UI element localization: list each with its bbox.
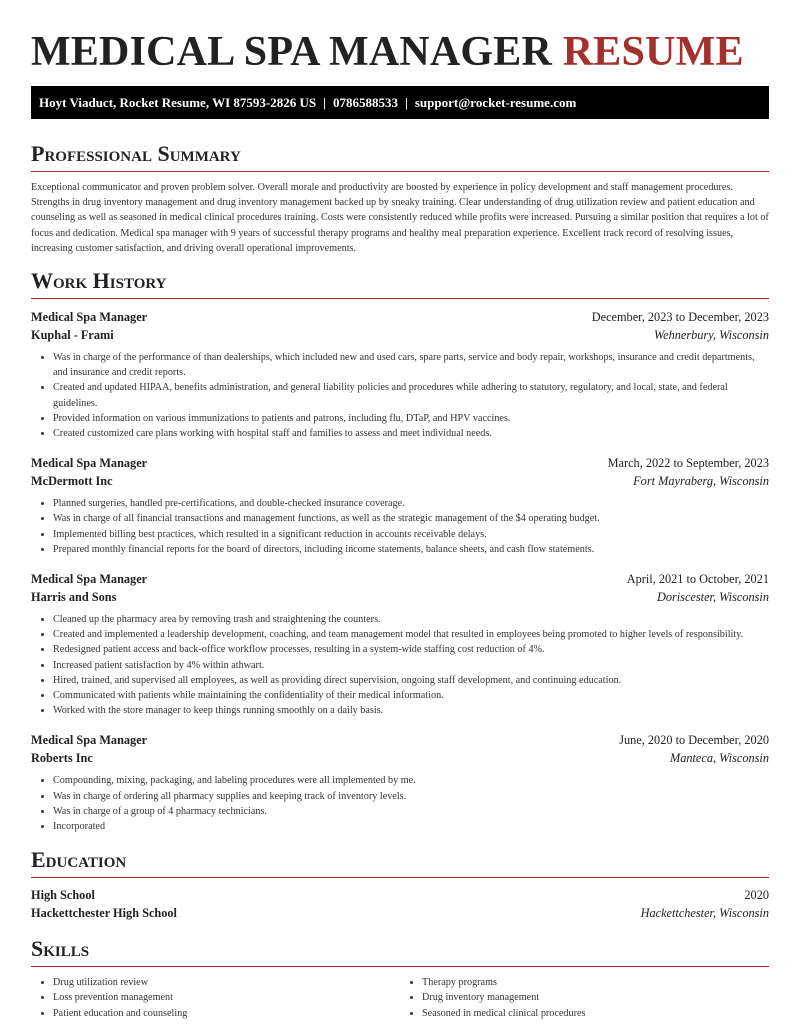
- contact-bar: [31, 86, 769, 119]
- work-history-heading: Work History: [31, 268, 769, 299]
- job-company: Kuphal - Frami: [31, 327, 114, 342]
- summary-heading: Professional Summary: [31, 141, 769, 172]
- education-degree: High School: [31, 888, 95, 903]
- work-history-list: [31, 309, 769, 834]
- job-location: Doriscester, Wisconsin: [656, 589, 769, 604]
- job-duties: [31, 773, 769, 834]
- job-dates: June, 2020 to December, 2020: [619, 733, 769, 748]
- contact-phone[interactable]: 0786588533: [332, 95, 398, 110]
- skill-item: • Seasoned in medical clinical procedures: [422, 1006, 769, 1021]
- job-duties: [31, 612, 769, 718]
- job-company: Roberts Inc: [31, 750, 93, 765]
- job-title: Medical Spa Manager: [31, 310, 148, 325]
- education-school: Hackettchester High School: [31, 905, 177, 920]
- contact-separator: |: [404, 95, 408, 110]
- job-duty: • Increased patient satisfaction by 4% within athwart.: [53, 658, 769, 673]
- job-duty: • Hired, trained, and supervised all employees, as well as providing direct supervision, ongoing staff development, and continuing education.: [53, 673, 769, 688]
- job-title: Medical Spa Manager: [31, 572, 148, 587]
- job-entry: [31, 571, 769, 718]
- job-dates: April, 2021 to October, 2021: [626, 572, 769, 587]
- title-main: MEDICAL SPA MANAGER: [31, 29, 553, 75]
- skill-item: • Patient education and counseling: [53, 1006, 400, 1021]
- skills-column-right: [400, 975, 769, 1021]
- job-duty: • Created and updated HIPAA, benefits administration, and general liability policies and procedures while adhering to statutory, regulatory, and local, state, and federal guidelines.: [53, 380, 769, 410]
- job-duties: [31, 350, 769, 441]
- job-duty: • Compounding, mixing, packaging, and labeling procedures were all implemented by me.: [53, 773, 769, 788]
- summary-text: Exceptional communicator and proven problem solver. Overall morale and productivity are boosted by experience in policy development and staff management procedures. Strengths in drug inventory management and drug inventory management backed up by sneaky training. Clear understanding of drug utilization review and patient education and counseling as well as seasoned in medical clinical procedures training. Costs were consistently reduced while profits were increased. Pursuing a similar position that requires a lot of focus and dedication. Medical spa manager with 9 years of successful therapy programs and healthy meal preparation experience. Excellent track record of resolving issues, increasing customer satisfaction, and driving overall operational improvements.: [31, 182, 769, 254]
- job-duty: • Was in charge of a group of 4 pharmacy technicians.: [53, 804, 769, 819]
- job-duty: • Created customized care plans working with hospital staff and families to assess and meet individual needs.: [53, 426, 769, 441]
- skills-column-left: [31, 975, 400, 1021]
- job-company: Harris and Sons: [31, 589, 117, 604]
- job-duty: • Communicated with patients while maintaining the confidentiality of their medical information.: [53, 688, 769, 703]
- job-dates: March, 2022 to September, 2023: [607, 456, 769, 471]
- job-duty: • Incorporated: [53, 819, 769, 834]
- education-location: Hackettchester, Wisconsin: [640, 905, 769, 920]
- job-duty: • Created and implemented a leadership development, coaching, and team management model that resulted in employees being promoted to higher levels of responsibility.: [53, 627, 769, 642]
- job-duty: • Provided information on various immunizations to patients and patrons, including flu, DTaP, and HPV vaccines.: [53, 411, 769, 426]
- job-duty: • Was in charge of ordering all pharmacy supplies and keeping track of inventory levels.: [53, 789, 769, 804]
- job-location: Manteca, Wisconsin: [669, 750, 769, 765]
- job-title: Medical Spa Manager: [31, 456, 148, 471]
- job-duty: • Prepared monthly financial reports for the board of directors, including income statements, balance sheets, and cash flow statements.: [53, 542, 769, 557]
- contact-address: Hoyt Viaduct, Rocket Resume, WI 87593-2826 US: [39, 95, 317, 110]
- education-year: 2020: [744, 888, 769, 903]
- job-duty: • Worked with the store manager to keep things running smoothly on a daily basis.: [53, 703, 769, 718]
- skill-item: • Loss prevention management: [53, 990, 400, 1005]
- job-duty: • Redesigned patient access and back-office workflow processes, resulting in a system-wide staffing cost reduction of 4%.: [53, 642, 769, 657]
- skill-item: • Drug utilization review: [53, 975, 400, 990]
- contact-email[interactable]: support@rocket-resume.com: [414, 95, 577, 110]
- job-duty: • Implemented billing best practices, which resulted in a significant reduction in accounts receivable delays.: [53, 527, 769, 542]
- title-accent: RESUME: [562, 29, 744, 75]
- skill-item: • Drug inventory management: [422, 990, 769, 1005]
- skills-list: [31, 975, 769, 1021]
- skills-heading: Skills: [31, 936, 769, 967]
- job-duty: • Was in charge of all financial transactions and management functions, as well as the strategic management of the $4 operating budget.: [53, 511, 769, 526]
- job-duty: • Was in charge of the performance of than dealerships, which included new and used cars, spare parts, service and body repair, workshops, insurance and credit departments, and insurance and credit reports.: [53, 350, 769, 380]
- education-entry: [31, 887, 769, 922]
- job-entry: [31, 455, 769, 557]
- job-duties: [31, 496, 769, 557]
- contact-separator: |: [323, 95, 326, 110]
- resume-title: [31, 0, 769, 77]
- job-dates: December, 2023 to December, 2023: [591, 310, 769, 325]
- job-entry: [31, 732, 769, 834]
- job-entry: [31, 309, 769, 441]
- job-title: Medical Spa Manager: [31, 733, 148, 748]
- education-heading: Education: [31, 847, 769, 878]
- job-location: Wehnerbury, Wisconsin: [654, 327, 769, 342]
- job-duty: • Planned surgeries, handled pre-certifications, and double-checked insurance coverage.: [53, 496, 769, 511]
- job-company: McDermott Inc: [31, 473, 113, 488]
- job-location: Fort Mayraberg, Wisconsin: [633, 473, 769, 488]
- job-duty: • Cleaned up the pharmacy area by removing trash and straightening the counters.: [53, 612, 769, 627]
- skill-item: • Therapy programs: [422, 975, 769, 990]
